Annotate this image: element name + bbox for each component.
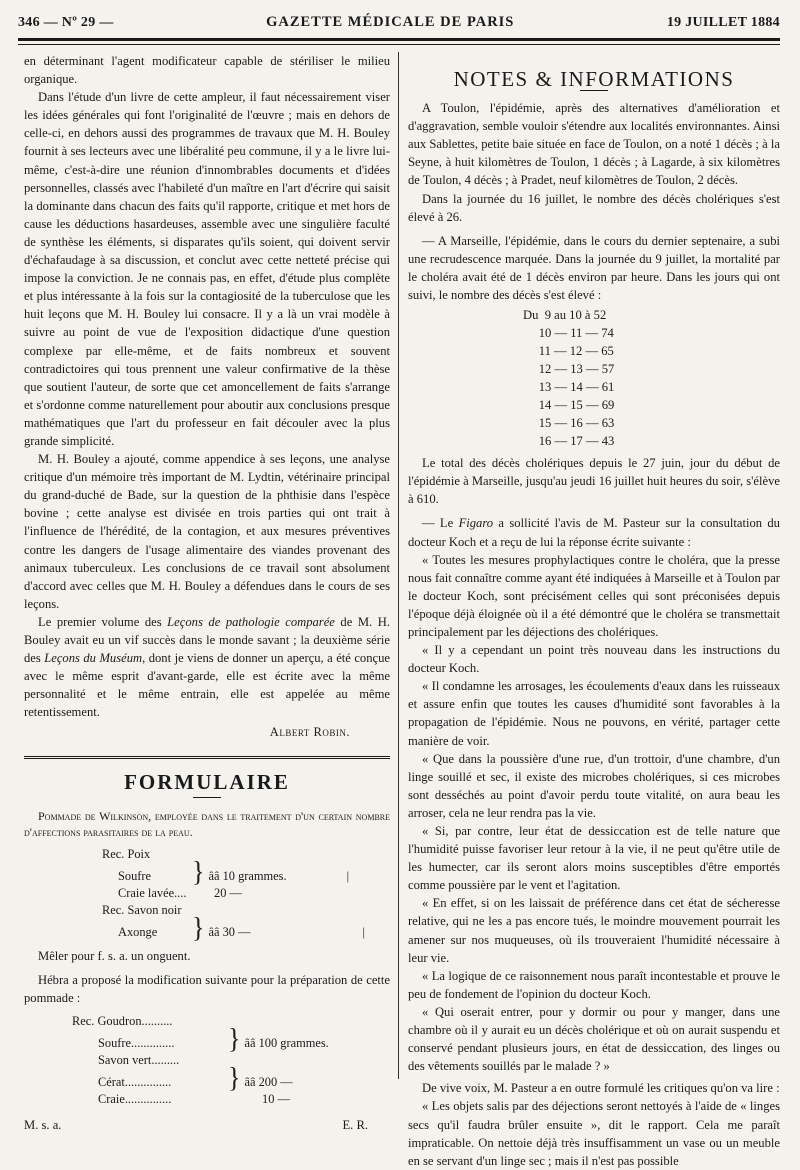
recipe-line (72, 1091, 390, 1108)
quote-paragraph: « Il y a cependant un point très nouveau dans les instructions du docteur Koch. (408, 643, 780, 676)
section-title: FORMULAIRE (124, 769, 290, 794)
ingredient: Axonge (118, 924, 158, 939)
bracket: | (346, 868, 350, 883)
title-rule (193, 797, 221, 798)
table-row: Du 9 au 10 à 52 (523, 308, 607, 323)
quote-paragraph: « Les objets salis par des déjections seront nettoyés à l'aide de « linges secs qu'il faudra brûler ensuite », dit le rapport. Cela me paraît impraticable. On nettoie déjà très insuffisamment un vase ou un meuble en se servant d'un linge sec ; mais il n'est pas possible (408, 1099, 780, 1168)
author-initials: E. R. (342, 1117, 368, 1132)
table-row: 14 — 15 — 69 (523, 398, 615, 413)
brace: } (192, 855, 205, 888)
recipe-line (72, 1022, 390, 1055)
recipe-line (102, 911, 390, 944)
author-signature: Albert Robin. (269, 725, 350, 740)
table-row: 10 — 11 — 74 (523, 326, 614, 341)
brace: } (192, 911, 205, 944)
paragraph: en déterminant l'agent modificateur capable de stériliser le milieu organique. (24, 54, 390, 87)
right-column (408, 52, 780, 1170)
paragraph (408, 514, 780, 550)
recipe-footer (24, 1116, 390, 1134)
paragraph (24, 613, 390, 722)
quote-paragraph: « Il condamne les arrosages, les écoulements d'eaux dans les ruisseaux et assure enfin que toutes les causes d'humidité sont favorables à la propagation de l'épidémie. Nous ne pouvons, en vérité, partager cette manière de voir. (408, 679, 780, 748)
section-separator (24, 756, 390, 759)
quantity: ââ 200 — (244, 1074, 293, 1089)
text-run: — Le (422, 516, 459, 531)
quote-paragraph: « La logique de ce raisonnement nous paraît incontestable et prouve le peu de fondement de l'opinion du docteur Koch. (408, 968, 780, 1001)
brace: } (228, 1061, 241, 1094)
book-title: Leçons du Muséum (44, 651, 143, 666)
header-thin-rule (18, 44, 780, 45)
table-row: 11 — 12 — 65 (523, 344, 614, 359)
newspaper-name: Figaro (458, 516, 494, 531)
paragraph: Dans la journée du 16 juillet, le nombre des décès cholériques s'est élevé à 26. (408, 191, 780, 224)
ingredient: Soufre (118, 868, 152, 883)
recipe-line (102, 902, 390, 919)
text-run: de M. H. Bouley avait eu un vif succès dans le monde savant ; la deuxième série des (24, 614, 390, 666)
ingredient: Rec. Goudron.......... (72, 1013, 173, 1028)
quote-paragraph: « Que dans la poussière d'une rue, d'un trottoir, d'une chambre, d'un linge souillé et sec, il existe des microbes cholériques, si ces microbes sont desséchés au point d'avoir perdu toute vitalité, on aura beau les arroser, cela ne leur rendra pas la vie. (408, 751, 780, 820)
recipe-instruction: M. s. a. (24, 1117, 62, 1132)
quote-paragraph: « Qui oserait entrer, pour y dormir ou pour y manger, dans une chambre où il y aurait eu un décès cholérique et où on aurait suspendu et conservé pendant plusieurs jours, en état de dessiccation, des linges ou des vêtements souillés par le malade ? » (408, 1004, 780, 1074)
table-row: 15 — 16 — 63 (523, 416, 615, 431)
paragraph: A Toulon, l'épidémie, après des alternatives d'amélioration et d'aggravation, semble vouloir s'étendre aux localités environnantes. Ainsi aux Sablettes, petite baie située en face de Toulon, on a noté 1 décès ; à la Seyne, à huit kilomètres de Toulon, 1 décès ; à Lagarde, à six kilomètres de Toulon, 4 décès ; à Pradet, neuf kilomètres de Toulon, 2 décès. (408, 101, 780, 188)
ingredient: Rec. Poix (102, 846, 151, 861)
header-thick-rule (18, 38, 780, 41)
recipe-line (102, 855, 390, 888)
ingredient: Craie lavée.... (118, 885, 187, 900)
table-row: 16 — 17 — 43 (523, 434, 615, 449)
text-run: , dont je viens de donner un aperçu, a été conçue avec le même esprit d'avant-garde, elle est écrite avec la même personnalité et le même entrain, elle est appelée au même retentissement. (24, 651, 390, 720)
ingredient: Cérat............... (98, 1074, 172, 1089)
table-row: 13 — 14 — 61 (523, 380, 615, 395)
quote-paragraph: « Toutes les mesures prophylactiques contre le choléra, que la presse nous fait connaître comme ayant été indiquées à Marseille et à Toulon par le docteur Koch, sont précisément celles qui sont préconisées depuis l'époque déjà éloignée où il a été démontré que le choléra se transmettait principalement par les déjections des cholériques. (408, 552, 780, 639)
recipe-2 (24, 1013, 390, 1108)
deaths-table (523, 306, 780, 450)
paragraph: Le total des décès cholériques depuis le 27 juin, jour du début de l'épidémie à Marseille, jusqu'au jeudi 16 juillet huit heures du soir, s'élève à 610. (408, 456, 780, 507)
page-number: 346 — Nº 29 — (18, 15, 114, 30)
quote-paragraph: « En effet, si on les laissait de préférence dans cet état de sécheresse relative, qui ne les a pas encore tués, le moindre mouvement pourrait les amener sur nos muqueuses, où ils trouveraient l'humidité nécessaire à leur vie. (408, 896, 780, 965)
quantity: 10 — (262, 1091, 290, 1106)
journal-title: GAZETTE MÉDICALE DE PARIS (266, 14, 515, 30)
recipe-heading: Pommade de Wilkinson, employée dans le traitement d'un certain nombre d'affections parasitaires de la peau. (24, 808, 390, 839)
quantity: ââ 100 grammes. (244, 1035, 329, 1050)
section-title: NOTES & INFORMATIONS (453, 67, 735, 91)
ingredient: Soufre.............. (98, 1035, 175, 1050)
quantity: 20 — (214, 885, 242, 900)
recipe-1 (24, 846, 390, 944)
recipe-line (72, 1061, 390, 1094)
issue-date: 19 JUILLET 1884 (666, 15, 780, 30)
paragraph: — A Marseille, l'épidémie, dans le cours du dernier septenaire, a subi une recrudescence marquée. Dans la journée du 9 juillet, la mortalité par le choléra avait été de 1 décès environ par heure. Dans les jours qui ont suivi, le nombre des décès s'est élevé : (408, 233, 780, 303)
left-column (24, 52, 390, 1134)
table-row: 12 — 13 — 57 (523, 362, 615, 377)
ingredient: Craie............... (98, 1091, 172, 1106)
page-header (18, 14, 780, 36)
recipe-instruction: Mêler pour f. s. a. un onguent. (38, 948, 191, 963)
text-run: Le premier volume des (38, 614, 168, 629)
paragraph: De vive voix, M. Pasteur a en outre formulé les critiques qu'on va lire : (422, 1081, 780, 1096)
brace: } (228, 1022, 241, 1055)
quantity: ââ 30 — (208, 924, 251, 939)
paragraph: M. H. Bouley a ajouté, comme appendice à ses leçons, une analyse critique d'un mémoire très important de M. Lydtin, vétérinaire principal du grand-duché de Bade, sur la question de la phthisie dans l'espèce bovine ; cette analyse est divisée en trois parties qui ont trait à l'influence de l'hérédité, de la contagion, et aux mesures préventives contre les dangers de l'usage alimentaire des viandes provenant des animaux tuberculeux. Les conclusions de ce travail sont absolument d'accord avec celles que M. H. Bouley a défendues dans le cours de ses leçons. (24, 452, 390, 611)
book-title: Leçons de pathologie comparée (167, 614, 335, 629)
text-run: a sollicité l'avis de M. Pasteur sur la consultation du docteur Koch et a reçu de lui la réponse écrite suivante : (408, 516, 780, 549)
ingredient: Savon vert......... (98, 1052, 180, 1067)
recipe-line (102, 846, 390, 863)
quote-paragraph: « Si, par contre, leur état de dessiccation est de telle nature que l'humidité puisse favoriser leur retour à la vie, il ne peut qu'être utile de les humecter, car ils seront alors moins susceptibles d'être emportés comme poussière par le vent et l'agitation. (408, 824, 780, 893)
paragraph: Hébra a proposé la modification suivante pour la préparation de cette pommade : (24, 972, 390, 1005)
bracket: | (362, 924, 365, 939)
ingredient: Rec. Savon noir (102, 902, 182, 917)
recipe-line (102, 885, 390, 902)
column-divider (398, 52, 399, 1079)
quantity: ââ 10 grammes. (208, 868, 287, 883)
paragraph: Dans l'étude d'un livre de cette ampleur, il faut nécessairement viser les idées générales qui font l'originalité de l'œuvre ; mais en dehors de celle-ci, en dehors aussi des programmes de travaux que M. H. Bouley fournit à ses lecteurs avec une libéralité peu commune, il y a le livre lui-même, c'est-à-dire une réunion d'innombrables documents et d'idées personnelles, classés avec l'habileté d'un maître en l'art d'écrire qui saisit la dominante dans chacun des faits qu'il rapporte, critique et met hors de cause les déductions hasardeuses, assemble avec une singulière faculté de synthèse les éléments, si disparates qu'ils soient, qui doivent servir d'échafaudage à sa discussion, et conclut avec cette netteté précise qui impose la conviction. Je ne connais pas, en effet, d'étude plus complète et plus intéressante à la fois sur la contagiosité de la tuberculose que les huit leçons que M. H. Bouley lui consacre. Il y a là un vrai modèle à suivre au point de vue de l'exposition didactique d'une question complexe par elle-même, et de faits nombreux et souvent contradictoires qui tous prennent une valeur confirmative de la thèse que soutient l'auteur, de sorte que cet amoncellement de faits s'arrange et s'ordonne comme naturellement pour aboutir aux conclusions presque mathématiques que l'art du professeur en fait découler avec la plus grande simplicité. (24, 90, 390, 448)
